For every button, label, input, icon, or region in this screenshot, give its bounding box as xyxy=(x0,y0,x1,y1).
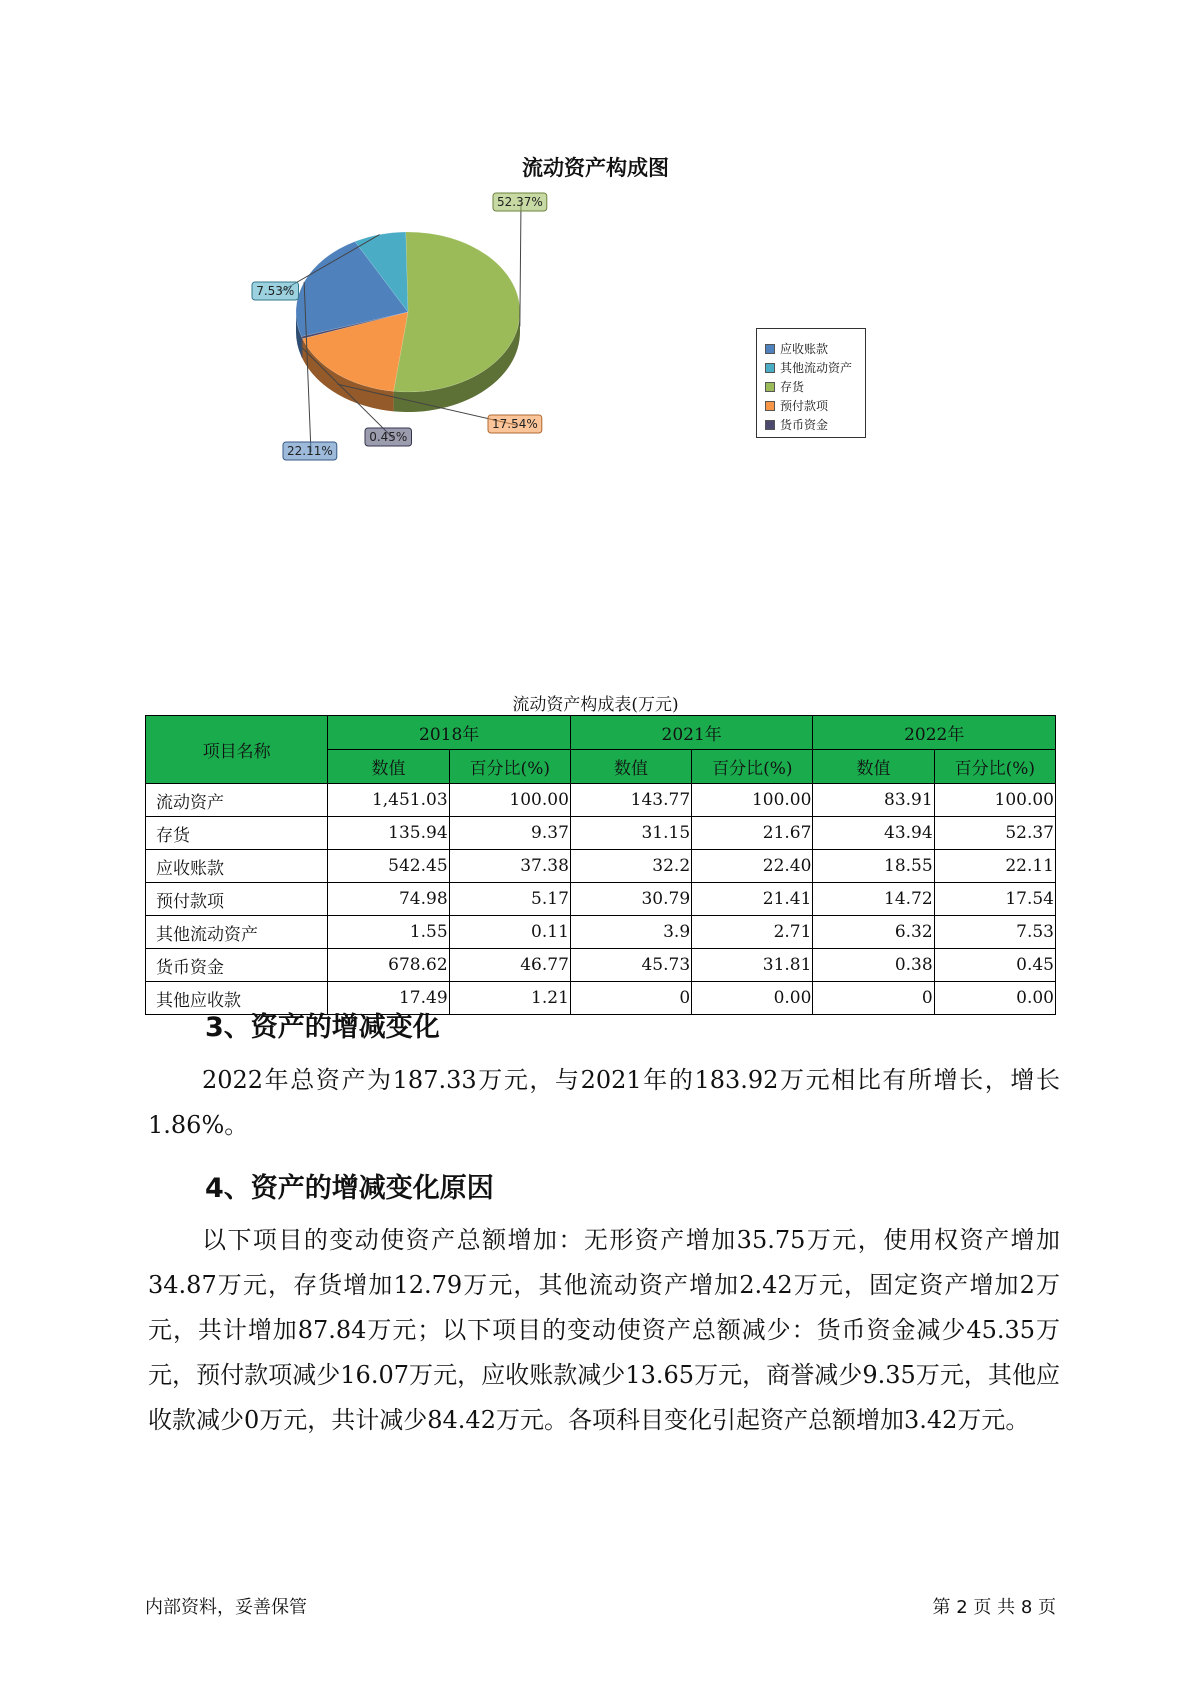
value-cell: 6.32 xyxy=(813,916,934,949)
value-cell: 18.55 xyxy=(813,850,934,883)
value-cell: 5.17 xyxy=(449,883,570,916)
legend-swatch xyxy=(765,382,775,392)
row-label-cell: 其他应收款 xyxy=(146,982,328,1015)
value-cell: 32.2 xyxy=(570,850,691,883)
table-row xyxy=(146,883,1056,916)
legend-item xyxy=(765,339,865,358)
legend-label: 应收账款 xyxy=(780,342,829,356)
footer-confidential-note: 内部资料，妥善保管 xyxy=(145,1597,307,1618)
value-cell: 74.98 xyxy=(328,883,449,916)
value-cell: 100.00 xyxy=(934,784,1055,817)
footer-page-number: 第 2 页 共 8 页 xyxy=(932,1597,1056,1618)
value-cell: 0.00 xyxy=(692,982,813,1015)
value-cell: 0 xyxy=(813,982,934,1015)
value-cell: 678.62 xyxy=(328,949,449,982)
data-label: 0.45% xyxy=(369,430,408,444)
legend-label: 其他流动资产 xyxy=(780,361,853,375)
pie-chart xyxy=(230,195,630,470)
value-cell: 0.00 xyxy=(934,982,1055,1015)
value-cell: 31.15 xyxy=(570,817,691,850)
value-cell: 1.55 xyxy=(328,916,449,949)
value-cell: 100.00 xyxy=(692,784,813,817)
label-leader-line xyxy=(520,203,521,326)
section-3-heading: 3、资产的增减变化 xyxy=(205,1012,440,1043)
value-cell: 0.45 xyxy=(934,949,1055,982)
value-cell: 22.40 xyxy=(692,850,813,883)
row-label-cell: 预付款项 xyxy=(146,883,328,916)
table-row xyxy=(146,949,1056,982)
value-cell: 1.21 xyxy=(449,982,570,1015)
data-label: 52.37% xyxy=(497,195,543,209)
current-assets-table xyxy=(145,715,1056,1015)
header-value: 数值 xyxy=(570,750,691,784)
legend-swatch xyxy=(765,363,775,373)
value-cell: 143.77 xyxy=(570,784,691,817)
value-cell: 2.71 xyxy=(692,916,813,949)
legend-swatch xyxy=(765,344,775,354)
value-cell: 135.94 xyxy=(328,817,449,850)
table-caption: 流动资产构成表(万元) xyxy=(512,695,679,715)
section-4-heading: 4、资产的增减变化原因 xyxy=(205,1173,494,1204)
legend-label: 货币资金 xyxy=(780,418,829,432)
value-cell: 21.41 xyxy=(692,883,813,916)
header-percent: 百分比(%) xyxy=(449,750,570,784)
table-row xyxy=(146,850,1056,883)
row-label-cell: 应收账款 xyxy=(146,850,328,883)
value-cell: 30.79 xyxy=(570,883,691,916)
value-cell: 7.53 xyxy=(934,916,1055,949)
value-cell: 0 xyxy=(570,982,691,1015)
data-label: 22.11% xyxy=(287,444,333,458)
header-value: 数值 xyxy=(813,750,934,784)
value-cell: 45.73 xyxy=(570,949,691,982)
value-cell: 22.11 xyxy=(934,850,1055,883)
value-cell: 3.9 xyxy=(570,916,691,949)
row-label-cell: 存货 xyxy=(146,817,328,850)
legend-item xyxy=(765,377,865,396)
legend-label: 预付款项 xyxy=(780,399,829,413)
section-3-text: 2022年总资产为187.33万元，与2021年的183.92万元相比有所增长，增长1.86%。 xyxy=(148,1066,1060,1139)
legend-item xyxy=(765,358,865,377)
row-label-cell: 流动资产 xyxy=(146,784,328,817)
header-percent: 百分比(%) xyxy=(692,750,813,784)
value-cell: 17.49 xyxy=(328,982,449,1015)
data-label: 17.54% xyxy=(492,417,538,431)
header-year: 2018年 xyxy=(328,716,571,750)
value-cell: 14.72 xyxy=(813,883,934,916)
table-row xyxy=(146,817,1056,850)
value-cell: 37.38 xyxy=(449,850,570,883)
header-year: 2022年 xyxy=(813,716,1056,750)
value-cell: 100.00 xyxy=(449,784,570,817)
legend-label: 存货 xyxy=(780,380,805,394)
header-year: 2021年 xyxy=(570,716,813,750)
data-label: 7.53% xyxy=(256,284,295,298)
section-4-text: 以下项目的变动使资产总额增加：无形资产增加35.75万元，使用权资产增加34.87万元，存货增加12.79万元，其他流动资产增加2.42万元，固定资产增加2万元，共计增加87.84万元；以下项目的变动使资产总额减少：货币资金减少45.35万元，预付款项减少16.07万元，应收账款减少13.65万元，商誉减少9.35万元，其他应收款减少0万元，共计减少84.42万元。各项科目变化引起资产总额增加3.42万元。 xyxy=(148,1226,1060,1434)
value-cell: 83.91 xyxy=(813,784,934,817)
value-cell: 46.77 xyxy=(449,949,570,982)
value-cell: 43.94 xyxy=(813,817,934,850)
header-value: 数值 xyxy=(328,750,449,784)
value-cell: 21.67 xyxy=(692,817,813,850)
value-cell: 542.45 xyxy=(328,850,449,883)
value-cell: 9.37 xyxy=(449,817,570,850)
row-label-cell: 货币资金 xyxy=(146,949,328,982)
table-row xyxy=(146,784,1056,817)
value-cell: 0.11 xyxy=(449,916,570,949)
value-cell: 1,451.03 xyxy=(328,784,449,817)
table-row xyxy=(146,916,1056,949)
legend-swatch xyxy=(765,401,775,411)
legend-item xyxy=(765,415,865,434)
header-item-name: 项目名称 xyxy=(146,716,328,784)
value-cell: 17.54 xyxy=(934,883,1055,916)
value-cell: 0.38 xyxy=(813,949,934,982)
header-percent: 百分比(%) xyxy=(934,750,1055,784)
legend-item xyxy=(765,396,865,415)
legend-swatch xyxy=(765,420,775,430)
chart-legend xyxy=(756,328,866,438)
row-label-cell: 其他流动资产 xyxy=(146,916,328,949)
value-cell: 52.37 xyxy=(934,817,1055,850)
chart-title: 流动资产构成图 xyxy=(522,156,669,180)
value-cell: 31.81 xyxy=(692,949,813,982)
